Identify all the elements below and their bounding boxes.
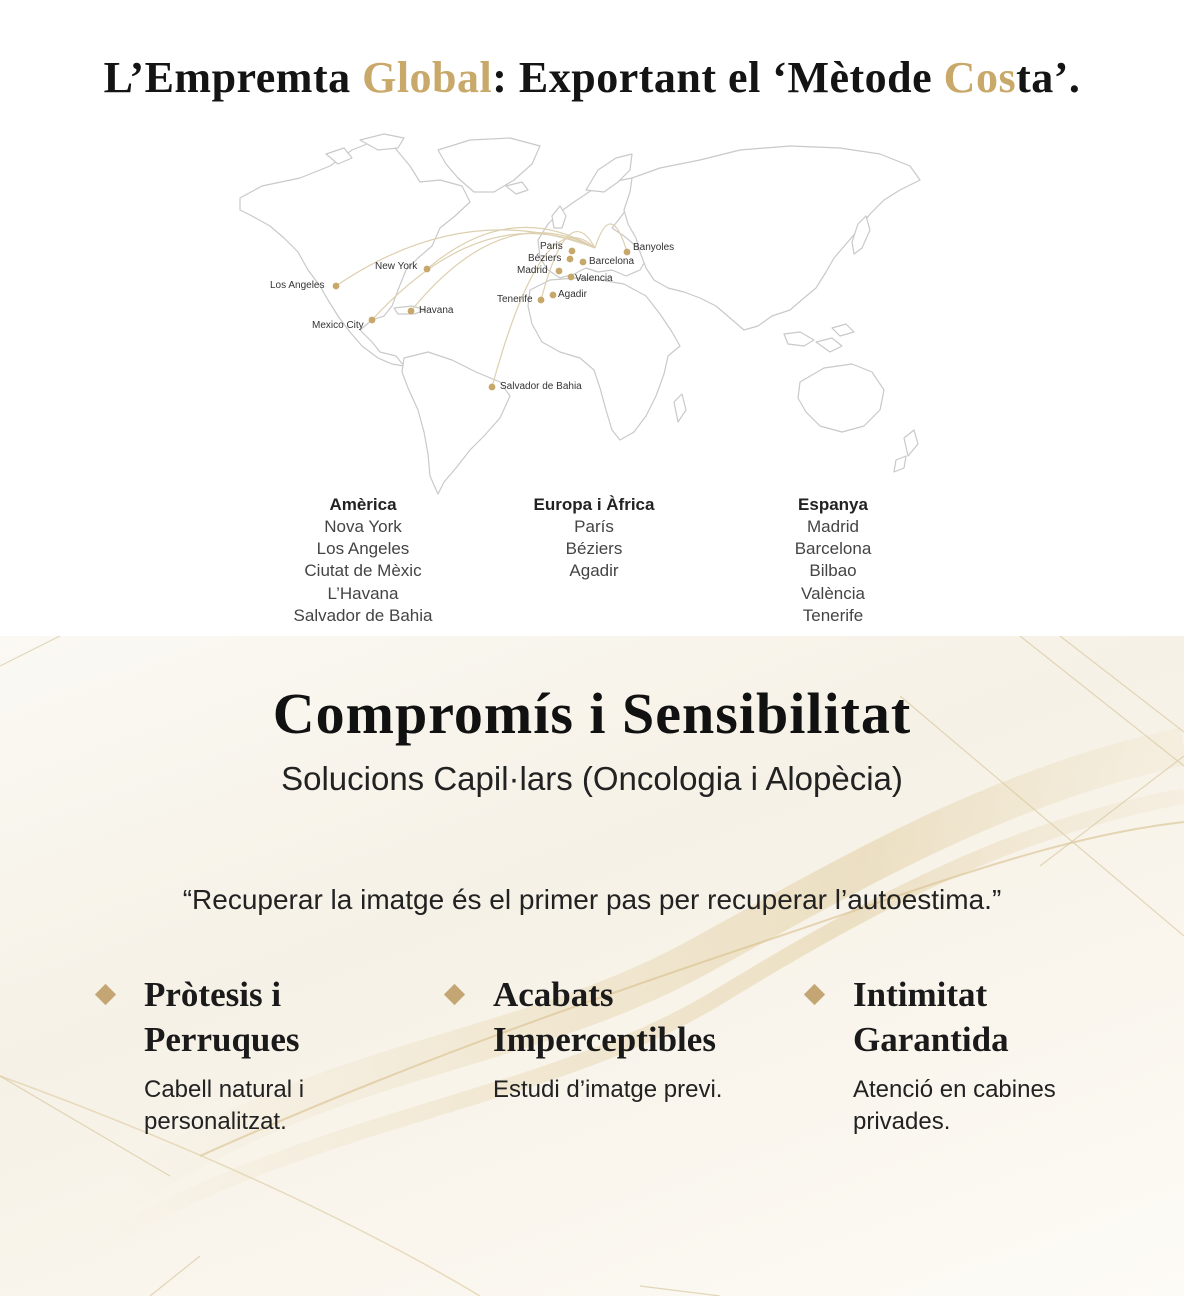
column-item: Barcelona <box>794 539 872 559</box>
city-label: Agadir <box>558 289 587 300</box>
city-label: Banyoles <box>633 242 675 253</box>
global-footprint-section <box>0 0 1184 636</box>
column-heading: Espanya <box>798 495 868 514</box>
column-item: Béziers <box>565 539 623 559</box>
continent-africa <box>528 278 680 440</box>
section-subtitle: Solucions Capil·lars (Oncologia i Alopècia) <box>281 760 903 797</box>
city-label: Valencia <box>575 273 613 284</box>
world-map-svg <box>0 120 1184 500</box>
column-item: València <box>801 583 865 603</box>
city-label: Mexico City <box>312 320 364 331</box>
feature-title: Acabats Imperceptibles <box>493 975 716 1059</box>
commitment-section <box>0 636 1184 1296</box>
column-america <box>233 494 493 627</box>
city-label: Havana <box>419 305 454 316</box>
city-marker <box>550 292 557 299</box>
column-heading: Europa i Àfrica <box>533 495 655 514</box>
quote: “Recuperar la imatge és el primer pas per recuperar l’autoestima.” <box>182 884 1002 915</box>
city-marker <box>408 308 415 315</box>
column-item: Madrid <box>807 517 859 536</box>
column-item: Tenerife <box>802 605 864 625</box>
city-marker <box>568 274 575 281</box>
city-marker <box>580 259 587 266</box>
section-title: Compromís i Sensibilitat <box>272 681 912 746</box>
city-label: Madrid <box>517 265 548 276</box>
city-label: Los Angeles <box>270 280 325 291</box>
city-marker <box>538 297 545 304</box>
world-map <box>0 120 1184 500</box>
city-marker <box>556 268 563 275</box>
city-label: Paris <box>540 241 563 252</box>
column-item: Los Angeles <box>316 539 410 559</box>
headline: L’Empremta Global: Exportant el ‘Mètode Costa’. <box>103 53 1081 102</box>
column-item: Nova York <box>324 517 402 536</box>
city-marker <box>333 283 340 290</box>
city-marker <box>569 248 576 255</box>
column-item: París <box>574 517 614 536</box>
continent-asia <box>624 146 920 330</box>
column-item: Salvador de Bahia <box>293 605 433 625</box>
column-spain <box>703 494 963 627</box>
city-marker <box>369 317 376 324</box>
city-label: Béziers <box>528 253 562 264</box>
feature-description: Estudi d’imatge previ. <box>493 1076 723 1103</box>
feature-title: Intimitat Garantida <box>853 975 1009 1059</box>
continent-south-america <box>402 352 510 494</box>
column-europe-africa <box>464 494 724 583</box>
city-label: New York <box>375 261 418 272</box>
feature-description: Cabell natural i personalitzat. <box>144 1076 305 1135</box>
city-label: Salvador de Bahia <box>500 381 582 392</box>
city-marker <box>489 384 496 391</box>
continent-australia <box>798 364 884 432</box>
column-item: Ciutat de Mèxic <box>304 561 422 581</box>
city-marker <box>624 249 631 256</box>
column-item: Agadir <box>569 561 619 581</box>
column-item: L’Havana <box>327 583 399 603</box>
column-item: Bilbao <box>809 561 857 581</box>
feature-description: Atenció en cabines privades. <box>853 1076 1056 1135</box>
city-label: Tenerife <box>497 294 533 305</box>
feature-title: Pròtesis i Perruques <box>144 975 300 1059</box>
city-label: Barcelona <box>589 256 635 267</box>
column-heading: Amèrica <box>329 495 397 514</box>
city-marker <box>424 266 431 273</box>
city-marker <box>567 256 574 263</box>
continent-north-america <box>240 142 470 366</box>
